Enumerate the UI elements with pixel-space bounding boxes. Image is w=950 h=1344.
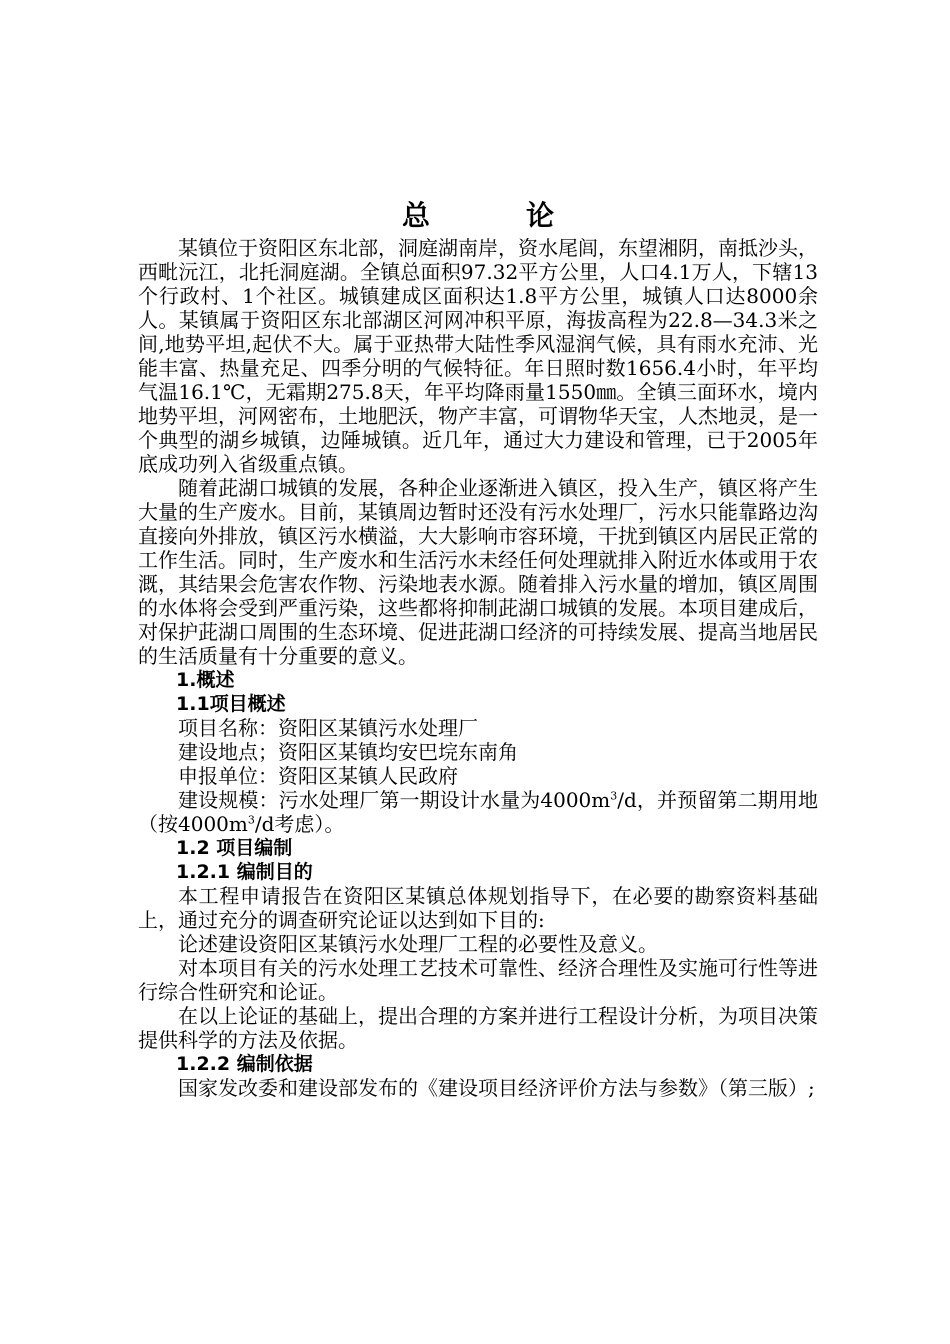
page-title: 总论	[401, 199, 650, 232]
section-heading-compilation: 1.2 项目编制	[176, 837, 293, 859]
project-scale	[138, 788, 818, 836]
project-site: 建设地点；资阳区某镇均安巴垸东南角	[178, 740, 518, 764]
document-page	[138, 196, 818, 1100]
project-name: 项目名称：资阳区某镇污水处理厂	[178, 716, 478, 740]
purpose-paragraph: 本工程申请报告在资阳区某镇总体规划指导下，在必要的勘察资料基础上，通过充分的调查研究论证以达到如下目的:	[138, 884, 818, 932]
scale-text-a: 建设规模：污水处理厂第一期设计水量为4000m	[178, 788, 611, 812]
basis-item-1: 国家发改委和建设部发布的《建设项目经济评价方法与参数》（第三版）;	[178, 1076, 815, 1100]
purpose-item-2: 对本项目有关的污水处理工艺技术可靠性、经济合理性及实施可行性等进行综合性研究和论证。	[138, 956, 818, 1004]
section-heading-overview: 1.概述	[176, 669, 235, 691]
scale-text-c: /d考虑）。	[254, 812, 345, 836]
section-heading-project-overview: 1.1项目概述	[176, 693, 286, 715]
background-paragraph: 随着茈湖口城镇的发展，各种企业逐渐进入镇区，投入生产，镇区将产生大量的生产废水。目前，某镇周边暂时还没有污水处理厂，污水只能靠路边沟直接向外排放，镇区污水横溢，大大影响市容环境，干扰到镇区内居民正常的工作生活。同时，生产废水和生活污水未经任何处理就排入附近水体或用于农溉，其结果会危害农作物、污染地表水源。随着排入污水量的增加，镇区周围的水体将会受到严重污染，这些都将抑制茈湖口城镇的发展。本项目建成后，对保护茈湖口周围的生态环境、促进茈湖口经济的可持续发展、提高当地居民的生活质量有十分重要的意义。	[138, 476, 818, 668]
purpose-item-3: 在以上论证的基础上，提出合理的方案并进行工程设计分析，为项目决策提供科学的方法及依据。	[138, 1004, 818, 1052]
intro-paragraph: 某镇位于资阳区东北部，洞庭湖南岸，资水尾闾，东望湘阴，南抵沙头，西毗沅江，北托洞庭湖。全镇总面积97.32平方公里，人口4.1万人，下辖13个行政村、1个社区。城镇建成区面积达1.8平方公里，城镇人口达8000余人。某镇属于资阳区东北部湖区河网冲积平原，海拔高程为22.8—34.3米之间,地势平坦,起伏不大。属于亚热带大陆性季风湿润气候，具有雨水充沛、光能丰富、热量充足、四季分明的气候特征。年日照时数1656.4小时，年平均气温16.1℃，无霜期275.8天，年平均降雨量1550㎜。全镇三面环水，境内地势平坦，河网密布，土地肥沃，物产丰富，可谓物华天宝，人杰地灵，是一个典型的湖乡城镇，边陲城镇。近几年，通过大力建设和管理，已于2005年底成功列入省级重点镇。	[138, 236, 818, 476]
scale-superscript: 3	[610, 789, 618, 803]
section-heading-basis: 1.2.2 编制依据	[176, 1053, 313, 1075]
section-heading-purpose: 1.2.1 编制目的	[176, 861, 313, 883]
scale-text-b: /d，并预留第二期用地（按4000m	[138, 788, 818, 836]
scale-superscript-2: 3	[247, 813, 255, 827]
project-unit: 申报单位：资阳区某镇人民政府	[178, 764, 458, 788]
purpose-item-1: 论述建设资阳区某镇污水处理厂工程的必要性及意义。	[178, 932, 658, 956]
